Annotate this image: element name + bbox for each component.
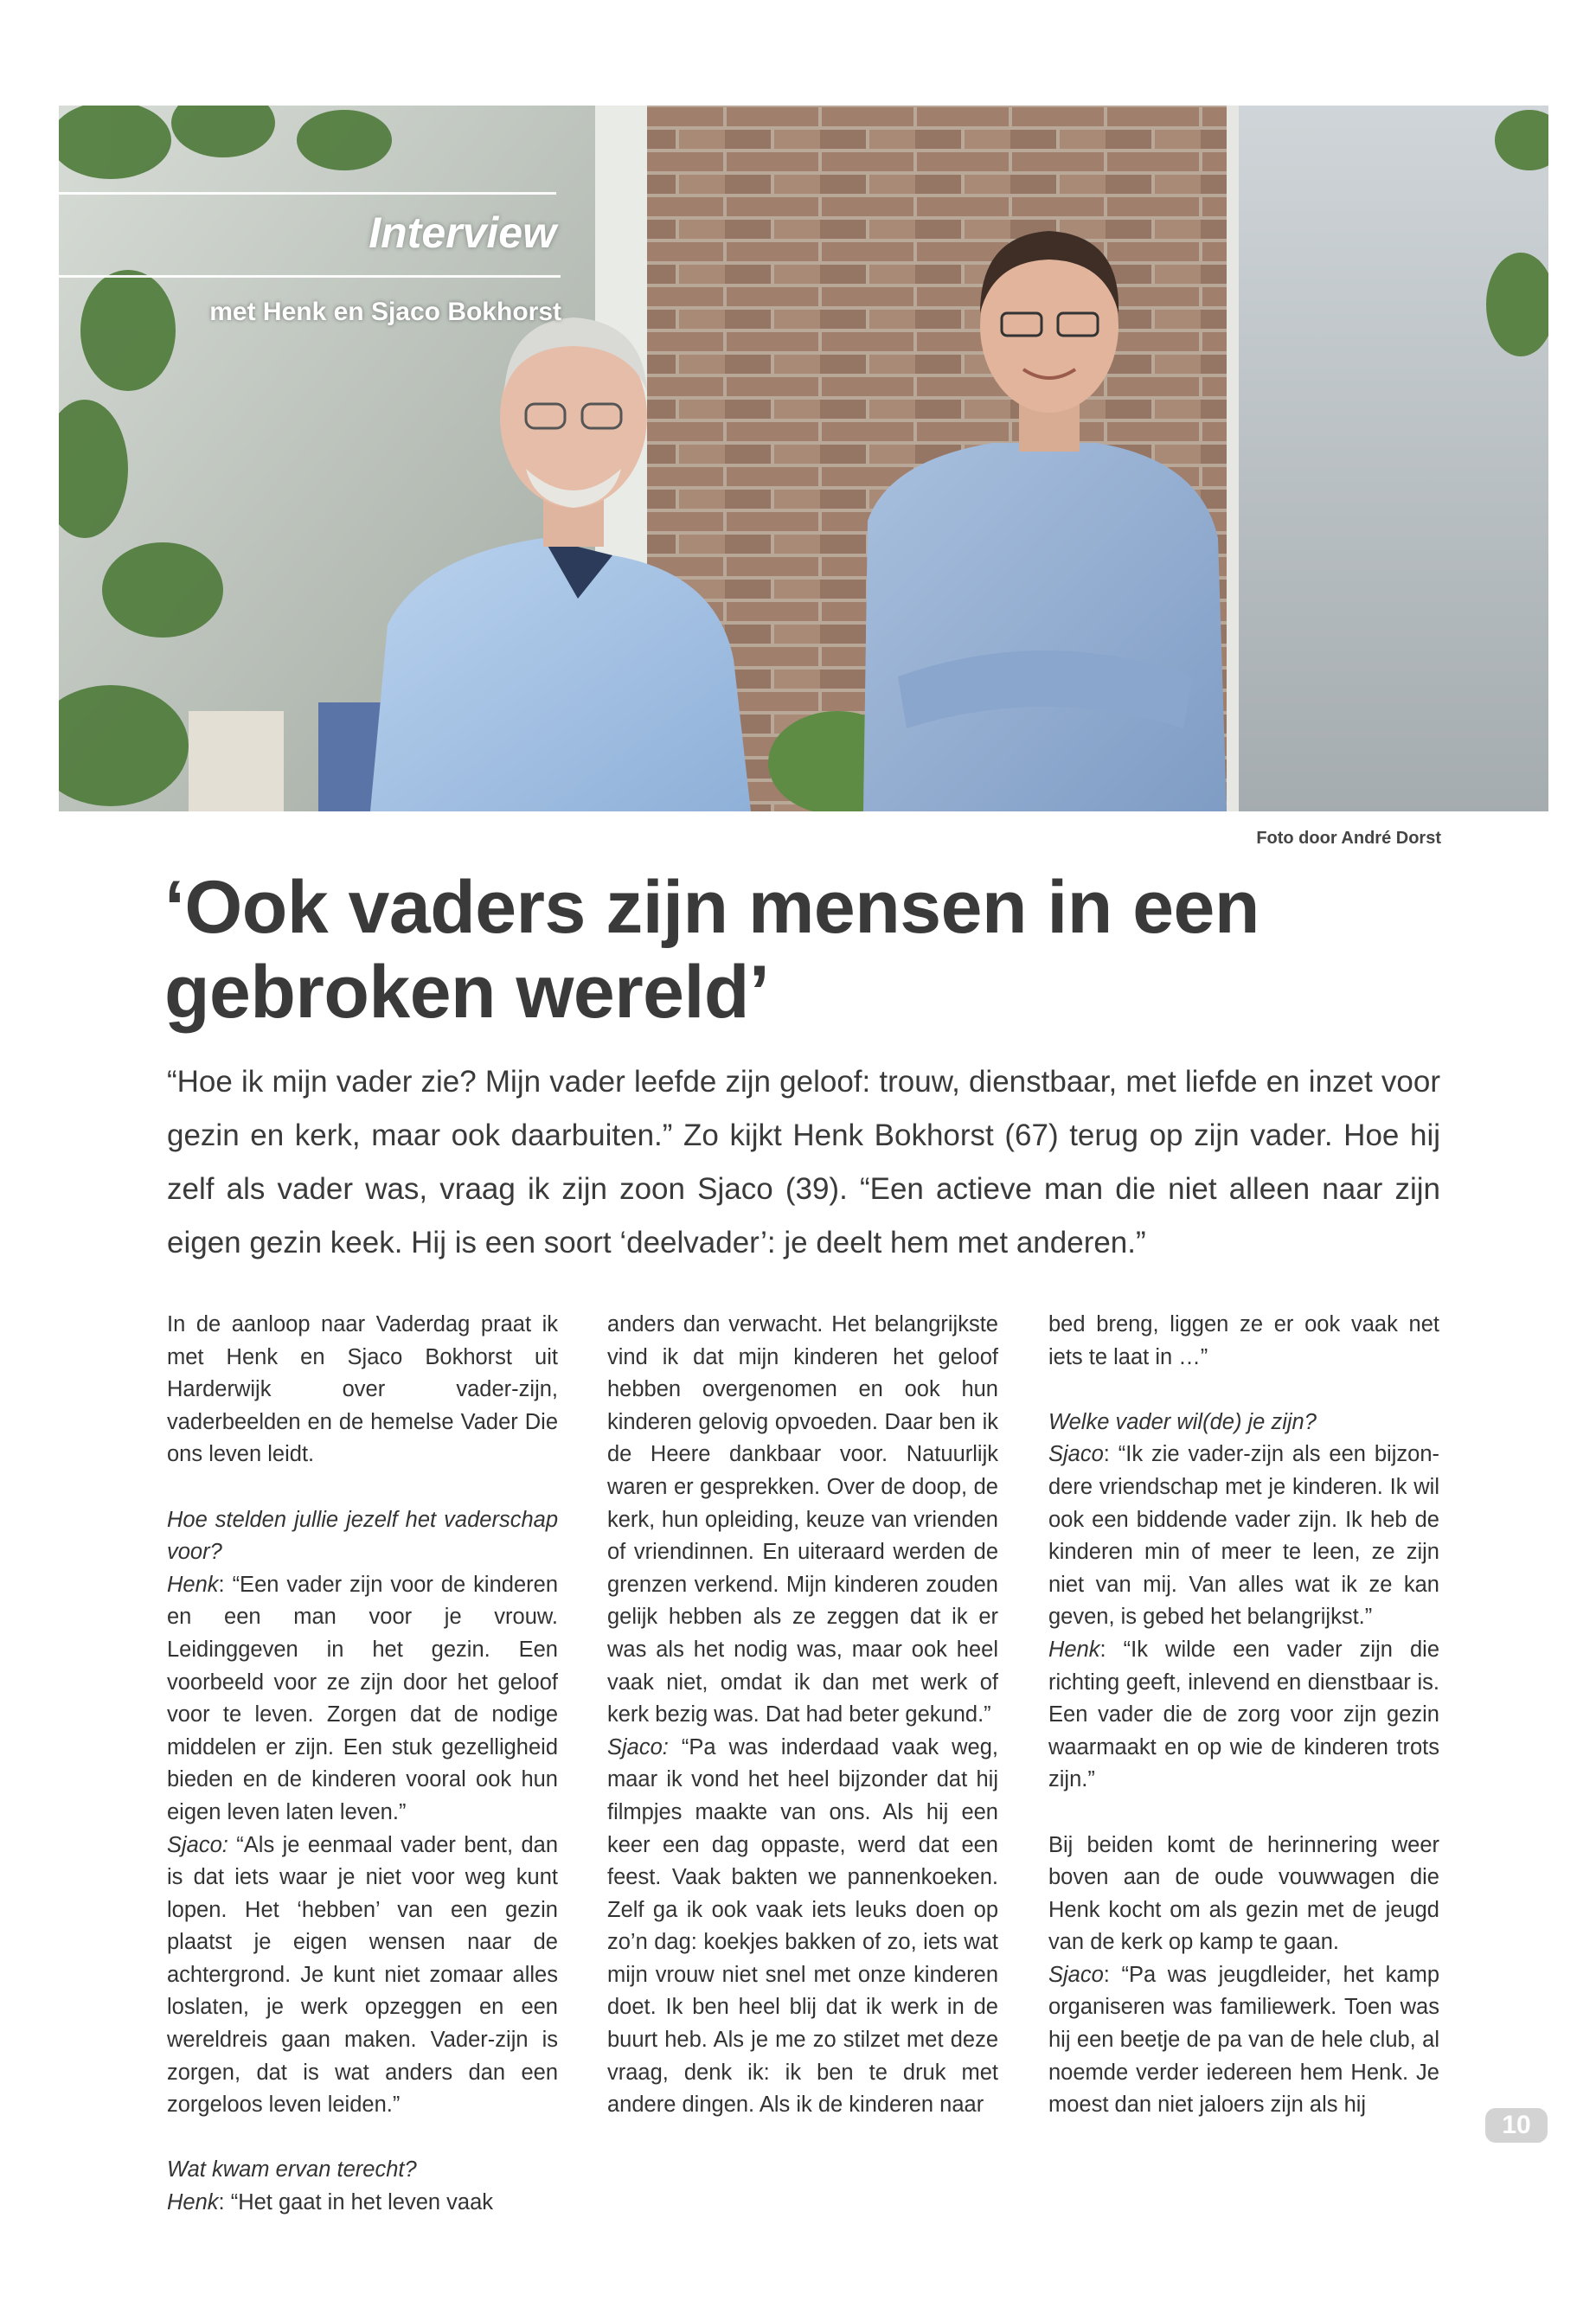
kicker-rule-top [59,192,556,195]
kicker-rule-bottom [59,275,561,278]
article-column-2 [607,1309,998,2122]
interview-subtitle: met Henk en Sjaco Bokhorst [209,298,561,326]
speaker-label: Sjaco: [607,1734,669,1759]
body-paragraph: bed breng, liggen ze er ook vaak net iets te laat in …” [1048,1312,1439,1369]
article-column-3 [1048,1309,1439,2122]
answer-text: : “Ik zie vader-zijn als een bijzondere vriendschap met je kinderen. Ik wil ook een biddende vader zijn. Ik heb de kinderen min of meer te leen, ze zijn niet van mij. Van alles wat ik ze kan geven, is gebed het belangrijkst.” [1048,1442,1439,1630]
answer-paragraph [1048,1439,1439,1634]
interview-kicker: Interview [369,208,556,257]
answer-paragraph [607,1732,998,2122]
body-paragraph: Bij beiden komt de herinnering weer boven aan de oude vouwwagen die Henk kocht om als gezin met de jeugd van de kerk op kamp te gaan. [1048,1832,1439,1955]
answer-text: : “Een vader zijn voor de kinderen en een man voor je vrouw. Leidinggeven in het gezin. Een voorbeeld voor ze zijn door het geloof voor te leven. Zorgen dat de nodige middelen er zijn. Een stuk gezelligheid bieden en de kinderen vooral ook hun eigen leven laten leven.” [167,1572,558,1824]
hero-photo-illustration [59,106,1548,811]
article-column-1 [167,1309,558,2220]
speaker-label: Sjaco [1048,1962,1104,1987]
answer-text: : “Ik wilde een vader zijn die richting geeft, inlevend en dienstbaar is. Een vader die de zorg voor zijn gezin waarmaakt en op wie de kinderen trots zijn.” [1048,1637,1439,1792]
speaker-label: Sjaco [1048,1442,1104,1467]
answer-paragraph [167,1830,558,2122]
article-headline [164,865,1445,1035]
photo-credit: Foto door André Dorst [1256,829,1441,848]
intro-paragraph: In de aanloop naar Vaderdag praat ik met Henk en Sjaco Bokhorst uit Harderwijk over vader-zijn, vaderbeelden en de hemelse Vader Die ons leven leidt. [167,1312,558,1467]
answer-text: “Als je eenmaal vader bent, dan is dat iets waar je niet voor weg kunt lopen. Het ‘hebben’ van een gezin plaatst je eigen wensen naar de achtergrond. Je kunt niet zomaar alles loslaten, je werk opzeggen en een wereldreis gaan maken. Vader-zijn is zorgen, dat is wat anders dan een zorgeloos leven leiden.” [167,1832,558,2118]
page-number-badge: 10 [1485,2108,1548,2143]
speaker-label: Sjaco: [167,1832,228,1857]
hero-photo [59,106,1548,811]
answer-paragraph [167,1569,558,1830]
question-heading: Wat kwam ervan terecht? [167,2157,417,2182]
headline-line-2: gebroken wereld’ [164,951,770,1034]
speaker-label: Henk [167,2190,219,2215]
question-heading: Welke vader wil(de) je zijn? [1048,1409,1317,1434]
answer-text: : “Pa was jeugdleider, het kamp organiseren was familiewerk. Toen was hij een beetje de pa van de hele club, al noemde verder iedereen hem Henk. Je moest dan niet jaloers zijn als hij [1048,1962,1439,2118]
lead-paragraph: “Hoe ik mijn vader zie? Mijn vader leefde zijn geloof: trouw, dienstbaar, met liefde en inzet voor gezin en kerk, maar ook daarbuiten.” Zo kijkt Henk Bokhorst (67) terug op zijn vader. Hoe hij zelf als vader was, vraag ik zijn zoon Sjaco (39). “Een actieve man die niet alleen naar zijn eigen gezin keek. Hij is een soort ‘deelvader’: je deelt hem met anderen.” [167,1065,1440,1259]
answer-paragraph [167,2187,558,2220]
answer-text: : “Het gaat in het leven vaak [218,2190,494,2215]
speaker-label: Henk [167,1572,219,1597]
speaker-label: Henk [1048,1637,1100,1662]
headline-line-1: ‘Ook vaders zijn mensen in een [164,866,1259,949]
answer-paragraph [1048,1959,1439,2122]
question-heading: Hoe stelden jullie jezelf het vaderschap voor? [167,1507,558,1565]
answer-text: “Pa was inderdaad vaak weg, maar ik vond het heel bijzonder dat hij filmpjes maakte van ons. Als hij een keer een dag oppaste, werd dat een feest. Vaak bakten we pannenkoeken. Zelf ga ik ook vaak iets leuks doen op zo’n dag: koekjes bakken of zo, iets wat mijn vrouw niet snel met onze kinderen doet. Ik ben heel blij dat ik werk in de buurt heb. Als je me zo stilzet met deze vraag, denk ik: ik ben te druk met andere dingen. Als ik de kinderen naar [607,1734,998,2118]
answer-paragraph [1048,1634,1439,1797]
body-paragraph: anders dan verwacht. Het belangrijkste vind ik dat mijn kinderen het geloof hebben overgenomen en ook hun kinderen gelovig opvoeden. Daar ben ik de Heere dankbaar voor. Natuurlijk waren er gesprekken. Over de doop, de kerk, hun opleiding, keuze van vrienden of vriendinnen. En uiteraard werden de grenzen verkend. Mijn kinderen zouden gelijk hebben als ze zeggen dat ik er was als het nodig was, maar ook heel vaak niet, omdat ik dan met werk of kerk bezig was. Dat had beter gekund.” [607,1312,998,1727]
